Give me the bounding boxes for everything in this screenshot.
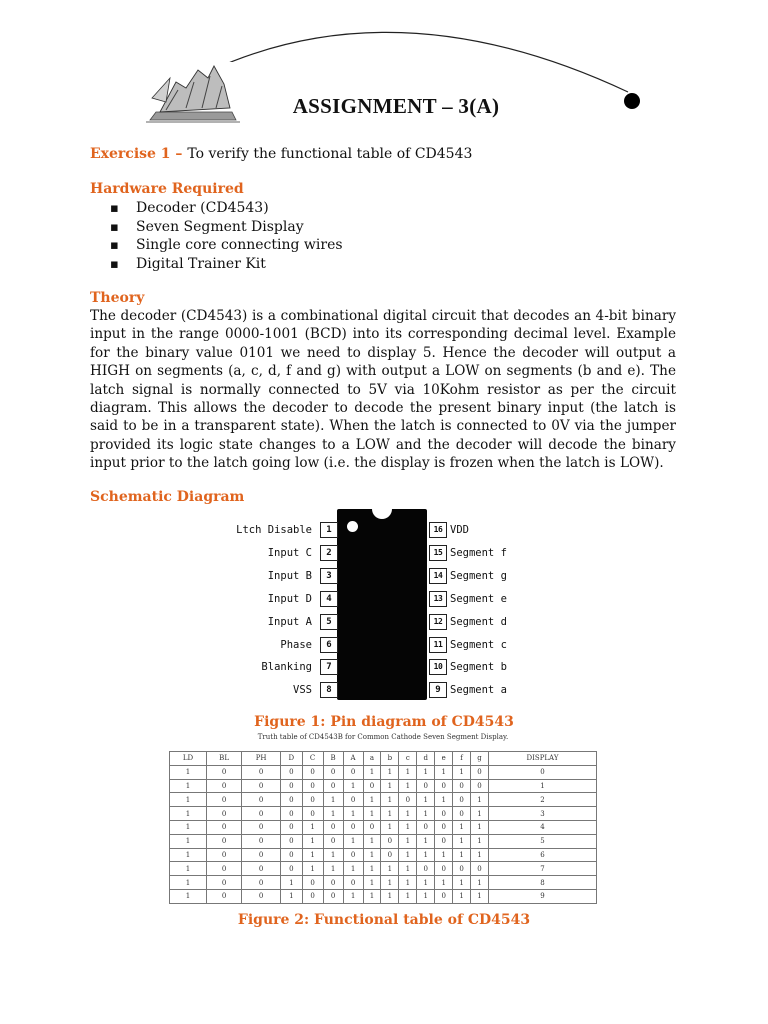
table-cell: 1 (170, 862, 207, 876)
table-cell: 0 (343, 876, 363, 890)
table-cell: 1 (471, 820, 489, 834)
truth-table-header-cell: c (399, 752, 417, 766)
table-row (170, 807, 597, 821)
schematic-heading: Schematic Diagram (90, 489, 245, 505)
pin-number-right: 12 (429, 614, 447, 630)
truth-table-header-cell: LD (170, 752, 207, 766)
table-cell: 0 (471, 765, 489, 779)
table-cell: 0 (206, 862, 241, 876)
pin-number-right: 13 (429, 591, 447, 607)
table-cell: 0 (323, 889, 343, 903)
table-cell: 0 (343, 820, 363, 834)
table-cell: 1 (323, 848, 343, 862)
table-cell: 1 (381, 793, 399, 807)
table-cell: 1 (170, 834, 207, 848)
table-cell: 1 (399, 889, 417, 903)
table-cell: 1 (399, 876, 417, 890)
page-title: ASSIGNMENT – 3(A) (292, 94, 500, 118)
table-cell: 1 (343, 807, 363, 821)
table-cell: 0 (417, 779, 435, 793)
hardware-heading: Hardware Required (90, 181, 244, 197)
table-cell: 1 (323, 807, 343, 821)
table-cell: 1 (170, 876, 207, 890)
table-cell: 0 (242, 834, 281, 848)
table-cell: 1 (343, 834, 363, 848)
pin-number-right: 16 (429, 522, 447, 538)
table-cell: 1 (453, 820, 471, 834)
pin-label-left: Phase (280, 638, 312, 651)
table-cell: 1 (417, 793, 435, 807)
table-cell: 0 (280, 807, 302, 821)
table-cell: 1 (381, 779, 399, 793)
pin-label-right: VDD (450, 524, 469, 536)
table-cell: 1 (363, 848, 381, 862)
table-cell: 1 (302, 820, 323, 834)
table-cell: 0 (435, 889, 453, 903)
table-cell: 1 (363, 765, 381, 779)
table-cell: 1 (302, 862, 323, 876)
table-cell: 0 (323, 834, 343, 848)
table-cell: 1 (302, 834, 323, 848)
exercise-text: To verify the functional table of CD4543 (187, 146, 473, 162)
truth-table-header-cell: D (280, 752, 302, 766)
table-cell: 0 (206, 779, 241, 793)
truth-table-image (169, 733, 597, 905)
table-cell: 0 (242, 820, 281, 834)
pin-number-right: 15 (429, 545, 447, 561)
table-cell: 1 (343, 779, 363, 793)
table-cell: 1 (453, 834, 471, 848)
pin-label-right: Segment a (450, 684, 507, 697)
table-cell: 1 (417, 889, 435, 903)
table-row (170, 889, 597, 903)
table-cell: 0 (302, 765, 323, 779)
table-cell: 0 (242, 862, 281, 876)
table-cell: 1 (453, 889, 471, 903)
pin-label-right: Segment b (450, 661, 507, 674)
table-cell: 1 (435, 848, 453, 862)
truth-table-header-cell: g (471, 752, 489, 766)
table-cell: 1 (381, 889, 399, 903)
table-cell: 0 (242, 848, 281, 862)
table-cell: 8 (488, 876, 596, 890)
table-cell: 1 (417, 765, 435, 779)
table-cell: 0 (242, 765, 281, 779)
table-cell: 0 (242, 779, 281, 793)
ic-pin1-marker (347, 521, 358, 532)
truth-table-header-row (170, 752, 597, 766)
table-cell: 1 (170, 889, 207, 903)
table-cell: 6 (488, 848, 596, 862)
table-cell: 0 (435, 820, 453, 834)
table-cell: 1 (399, 779, 417, 793)
hardware-item (110, 199, 343, 218)
table-cell: 0 (302, 793, 323, 807)
table-cell: 0 (435, 779, 453, 793)
table-cell: 0 (302, 807, 323, 821)
pin-label-right: Segment g (450, 569, 507, 582)
table-cell: 1 (417, 834, 435, 848)
pin-number-left: 1 (320, 522, 338, 538)
table-cell: 1 (381, 765, 399, 779)
table-cell: 1 (399, 862, 417, 876)
table-cell: 0 (206, 889, 241, 903)
bullet-icon: ▪ (110, 219, 119, 235)
table-cell: 3 (488, 807, 596, 821)
table-cell: 1 (471, 848, 489, 862)
pin-label-left: Input C (267, 546, 312, 559)
table-cell: 0 (280, 765, 302, 779)
header-decoration (0, 0, 768, 140)
table-cell: 1 (323, 793, 343, 807)
truth-table-header-cell: DISPLAY (488, 752, 596, 766)
truth-table-header-cell: e (435, 752, 453, 766)
table-cell: 0 (302, 779, 323, 793)
truth-table-header-cell: PH (242, 752, 281, 766)
hardware-item-label: Decoder (CD4543) (136, 200, 269, 216)
table-cell: 1 (170, 765, 207, 779)
bullet-icon: ▪ (110, 201, 119, 216)
hardware-item (110, 255, 343, 274)
truth-table-header-cell: B (323, 752, 343, 766)
pin-number-right: 11 (429, 637, 447, 653)
table-cell: 4 (488, 820, 596, 834)
table-cell: 0 (302, 889, 323, 903)
pin-number-right: 9 (429, 682, 447, 698)
truth-table-header-cell: A (343, 752, 363, 766)
table-cell: 1 (471, 793, 489, 807)
table-cell: 1 (488, 779, 596, 793)
bullet-icon: ▪ (110, 256, 119, 272)
table-row (170, 876, 597, 890)
truth-table (169, 751, 597, 904)
table-cell: 1 (417, 807, 435, 821)
table-cell: 0 (242, 807, 281, 821)
table-cell: 1 (170, 793, 207, 807)
table-cell: 5 (488, 834, 596, 848)
pin-number-right: 10 (429, 659, 447, 675)
table-cell: 1 (453, 876, 471, 890)
truth-table-title: Truth table of CD4543B for Common Cathode Seven Segment Display. (257, 733, 509, 741)
table-cell: 1 (381, 807, 399, 821)
table-row (170, 793, 597, 807)
table-row (170, 779, 597, 793)
table-cell: 0 (381, 848, 399, 862)
pin-number-left: 5 (320, 614, 338, 630)
table-cell: 0 (323, 765, 343, 779)
table-cell: 1 (471, 889, 489, 903)
table-cell: 1 (471, 807, 489, 821)
truth-table-header-cell: d (417, 752, 435, 766)
pin-number-left: 2 (320, 545, 338, 561)
table-cell: 1 (399, 820, 417, 834)
pin-number-left: 8 (320, 682, 338, 698)
table-cell: 1 (399, 765, 417, 779)
table-cell: 0 (242, 876, 281, 890)
table-cell: 1 (435, 876, 453, 890)
table-cell: 0 (280, 834, 302, 848)
table-cell: 1 (453, 765, 471, 779)
table-cell: 1 (343, 889, 363, 903)
table-cell: 9 (488, 889, 596, 903)
pin-label-left: Blanking (261, 661, 312, 674)
table-cell: 0 (363, 779, 381, 793)
figure2-caption: Figure 2: Functional table of CD4543 (237, 912, 531, 928)
table-cell: 1 (343, 862, 363, 876)
table-cell: 1 (399, 848, 417, 862)
pin-number-left: 3 (320, 568, 338, 584)
table-cell: 0 (435, 862, 453, 876)
table-cell: 0 (280, 848, 302, 862)
table-cell: 0 (453, 807, 471, 821)
table-cell: 0 (343, 765, 363, 779)
truth-table-header-cell: C (302, 752, 323, 766)
exercise-label: Exercise 1 (90, 146, 171, 162)
table-cell: 0 (242, 889, 281, 903)
table-cell: 7 (488, 862, 596, 876)
table-cell: 1 (170, 820, 207, 834)
hardware-item (110, 218, 343, 237)
truth-table-header-cell: a (363, 752, 381, 766)
table-cell: 0 (363, 820, 381, 834)
table-cell: 1 (363, 862, 381, 876)
table-cell: 2 (488, 793, 596, 807)
table-row (170, 765, 597, 779)
pin-number-left: 4 (320, 591, 338, 607)
table-cell: 1 (170, 779, 207, 793)
figure1-caption: Figure 1: Pin diagram of CD4543 (254, 714, 514, 730)
truth-table-header-cell: b (381, 752, 399, 766)
table-cell: 0 (280, 793, 302, 807)
table-cell: 1 (399, 807, 417, 821)
table-cell: 1 (363, 793, 381, 807)
table-cell: 0 (343, 848, 363, 862)
table-cell: 0 (280, 862, 302, 876)
pin-number-left: 6 (320, 637, 338, 653)
pin-number-left: 7 (320, 659, 338, 675)
pin-label-left: Input B (267, 569, 312, 582)
theory-paragraph: The decoder (CD4543) is a combinational digital circuit that decodes an 4-bit binary input in the range 0000-1001 (BCD) into its corresponding decimal level. Example for the binary value 0101 we need to display 5. Hence the decoder will output a HIGH on segments (a, c, d, f and g) with output a LOW on segments (b and e). The latch signal is normally connected to 5V via 10Kohm resistor as per the circuit diagram. This allows the decoder to decode the present binary input (the latch is said to be in a transparent state). When the latch is connected to 0V via the jumper provided its logic state changes to a LOW and the decoder will decode the binary input prior to the latch going low (i.e. the display is frozen when the latch is LOW). (90, 308, 676, 472)
table-row (170, 862, 597, 876)
table-cell: 0 (206, 848, 241, 862)
table-row (170, 834, 597, 848)
table-cell: 0 (435, 834, 453, 848)
table-cell: 0 (453, 793, 471, 807)
table-cell: 1 (399, 834, 417, 848)
table-cell: 1 (302, 848, 323, 862)
table-cell: 0 (302, 876, 323, 890)
pin-label-right: Segment f (450, 546, 507, 559)
exercise-line (90, 146, 472, 162)
table-row (170, 848, 597, 862)
table-cell: 0 (280, 820, 302, 834)
table-cell: 1 (170, 848, 207, 862)
table-cell: 0 (399, 793, 417, 807)
truth-table-header-cell: f (453, 752, 471, 766)
pin-number-right: 14 (429, 568, 447, 584)
ic-chip-body (337, 509, 427, 700)
table-cell: 0 (381, 834, 399, 848)
table-cell: 1 (417, 876, 435, 890)
hardware-item (110, 236, 343, 255)
table-cell: 1 (417, 848, 435, 862)
pin-label-right: Segment d (450, 615, 507, 628)
exercise-separator: – (170, 146, 188, 162)
table-cell: 0 (417, 862, 435, 876)
table-cell: 0 (280, 779, 302, 793)
table-cell: 1 (471, 834, 489, 848)
pin-label-right: Segment c (450, 638, 507, 651)
table-cell: 0 (435, 807, 453, 821)
table-cell: 1 (363, 876, 381, 890)
table-cell: 1 (170, 807, 207, 821)
hardware-item-label: Digital Trainer Kit (136, 255, 266, 272)
table-cell: 1 (363, 889, 381, 903)
table-cell: 1 (381, 820, 399, 834)
table-cell: 0 (343, 793, 363, 807)
header-arc (212, 32, 628, 92)
theory-heading: Theory (90, 290, 145, 306)
pin-label-left: Input A (267, 615, 312, 628)
table-cell: 1 (471, 876, 489, 890)
table-cell: 1 (435, 765, 453, 779)
table-cell: 0 (206, 876, 241, 890)
table-cell: 0 (453, 862, 471, 876)
table-cell: 0 (323, 876, 343, 890)
pin-label-left: Ltch Disable (236, 524, 312, 536)
table-cell: 1 (323, 862, 343, 876)
table-cell: 1 (280, 889, 302, 903)
pin-label-left: VSS (293, 684, 312, 697)
table-cell: 0 (323, 779, 343, 793)
hardware-list (110, 199, 343, 273)
table-cell: 1 (363, 807, 381, 821)
truth-table-header-cell: BL (206, 752, 241, 766)
table-cell: 0 (417, 820, 435, 834)
table-cell: 1 (453, 848, 471, 862)
table-row (170, 820, 597, 834)
table-cell: 1 (363, 834, 381, 848)
hardware-item-label: Single core connecting wires (136, 237, 343, 253)
table-cell: 0 (206, 765, 241, 779)
table-cell: 0 (488, 765, 596, 779)
pin-label-left: Input D (267, 592, 312, 605)
bullet-icon: ▪ (110, 238, 119, 253)
hardware-item-label: Seven Segment Display (136, 218, 304, 235)
table-cell: 0 (471, 862, 489, 876)
table-cell: 0 (453, 779, 471, 793)
table-cell: 0 (471, 779, 489, 793)
table-cell: 1 (280, 876, 302, 890)
table-cell: 0 (206, 834, 241, 848)
table-cell: 0 (206, 807, 241, 821)
pin-label-right: Segment e (450, 592, 507, 605)
table-cell: 0 (206, 793, 241, 807)
table-cell: 0 (323, 820, 343, 834)
table-cell: 1 (435, 793, 453, 807)
table-cell: 0 (206, 820, 241, 834)
table-cell: 0 (242, 793, 281, 807)
table-cell: 1 (381, 876, 399, 890)
table-cell: 1 (381, 862, 399, 876)
